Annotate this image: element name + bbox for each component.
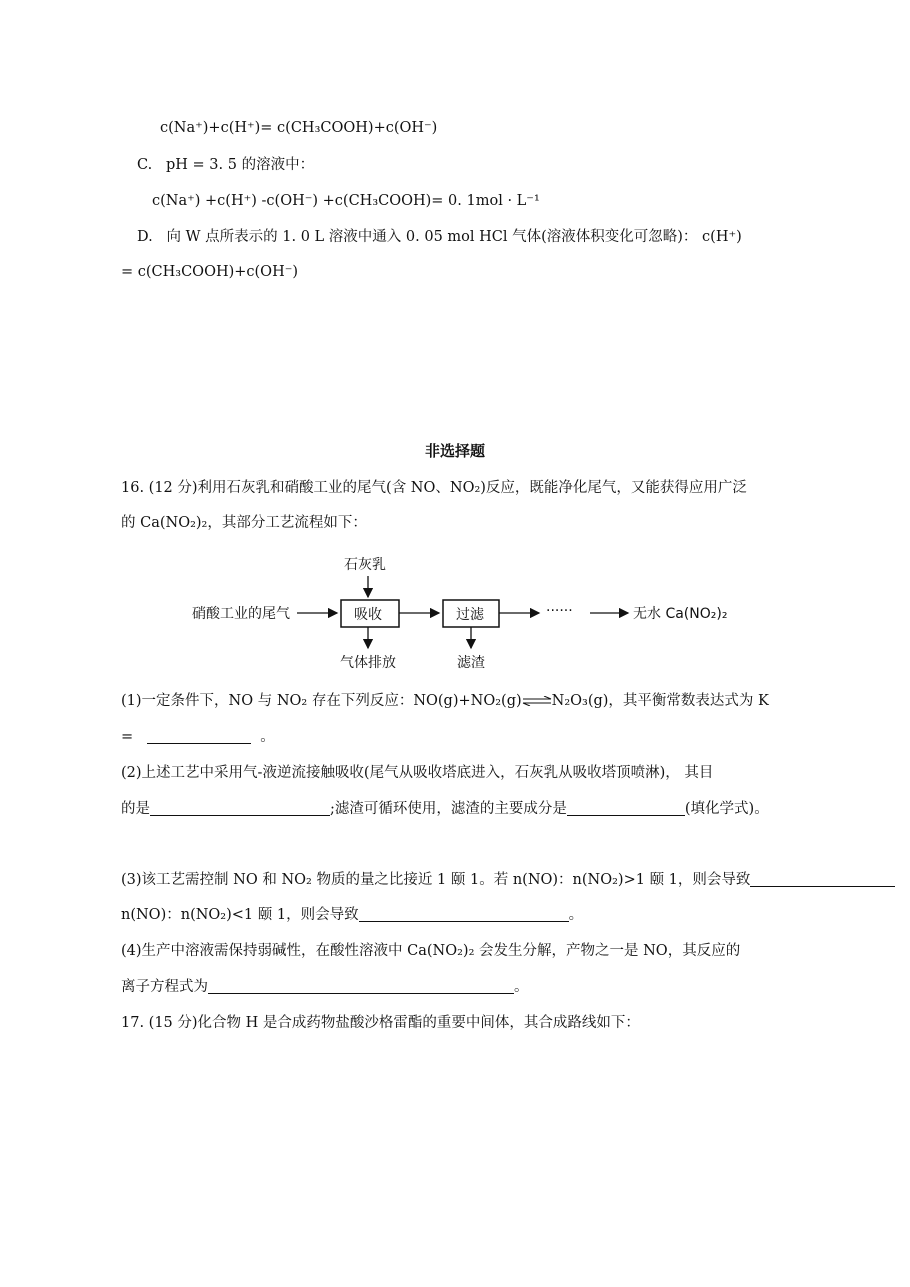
q16-part2-text-c: (填化学式)。 (684, 801, 769, 817)
q16-part2-line1: (2)上述工艺中采用气-液逆流接触吸收(尾气从吸收塔底进入，石灰乳从吸收塔顶喷淋)， 其目 (121, 765, 714, 781)
q16-part2-line2 (121, 799, 769, 819)
q16-part1-equals: = (121, 729, 134, 745)
flow-box-filter-label: 过滤 (456, 607, 484, 623)
option-c-stem (137, 155, 314, 175)
q16-part1-line2 (121, 727, 275, 747)
flow-output-gas-label: 气体排放 (340, 655, 396, 671)
answer-blank-residue[interactable] (567, 800, 685, 816)
q16-part4-text-a: 离子方程式为 (121, 979, 208, 995)
option-c-text: pH = 3. 5 的溶液中： (166, 157, 315, 173)
q16-part3-line2 (121, 905, 583, 925)
q16-part2-text-a: 的是 (121, 801, 150, 817)
answer-blank-ionic-equation[interactable] (208, 978, 514, 994)
q16-part2-text-b: ;滤渣可循环使用，滤渣的主要成分是 (330, 801, 567, 817)
equilibrium-arrow-icon (522, 696, 552, 706)
q16-part4-line2 (121, 977, 529, 997)
q16-part1-text-b: N₂O₃(g)，其平衡常数表达式为 K (551, 693, 769, 709)
option-d-tail: = c(CH₃COOH)+c(OH⁻) (121, 264, 299, 280)
q16-part1-text-a: (1)一定条件下，NO 与 NO₂ 存在下列反应：NO(g)+NO₂(g) (121, 693, 522, 709)
option-c-expression: c(Na⁺) +c(H⁺) -c(OH⁻) +c(CH₃COOH)= 0. 1mol · L⁻¹ (152, 193, 540, 209)
q16-part1-line1 (121, 691, 769, 711)
q16-stem-line2: 的 Ca(NO₂)₂，其部分工艺流程如下： (121, 515, 367, 531)
option-b-tail: c(Na⁺)+c(H⁺)= c(CH₃COOH)+c(OH⁻) (160, 120, 438, 136)
process-flow-diagram (180, 552, 760, 677)
answer-blank-ratio-low[interactable] (359, 906, 569, 922)
q16-part4-line1: (4)生产中溶液需保持弱碱性，在酸性溶液中 Ca(NO₂)₂ 会发生分解，产物之一是 NO，其反应的 (121, 943, 741, 959)
option-c-label: C. (137, 157, 153, 173)
option-d-text: 向 W 点所表示的 1. 0 L 溶液中通入 0. 05 mol HCl 气体(溶液体积变化可忽略)： c(H⁺) (166, 229, 742, 245)
q16-part3-line1 (121, 870, 895, 890)
flow-output-residue-label: 滤渣 (457, 655, 485, 671)
q16-part3-period: 。 (568, 907, 584, 923)
section-title: 非选择题 (424, 442, 485, 460)
q16-part4-period: 。 (514, 979, 529, 995)
answer-blank-ratio-high[interactable] (750, 871, 895, 887)
q17-stem: 17. (15 分)化合物 H 是合成药物盐酸沙格雷酯的重要中间体，其合成路线如下： (121, 1015, 640, 1031)
q16-part3-text-b: n(NO)：n(NO₂)<1 颐 1，则会导致 (121, 907, 359, 923)
option-d-stem (137, 227, 742, 247)
answer-blank-purpose[interactable] (150, 800, 330, 816)
q16-part1-period: 。 (260, 729, 275, 745)
option-d-label: D. (137, 229, 153, 245)
q16-part3-text-a: (3)该工艺需控制 NO 和 NO₂ 物质的量之比接近 1 颐 1。若 n(NO)：n(NO₂)>1 颐 1，则会导致 (121, 872, 751, 888)
flow-input-left-label: 硝酸工业的尾气 (192, 606, 290, 622)
flow-ellipsis: ······ (546, 603, 573, 619)
flow-input-top-label: 石灰乳 (344, 557, 386, 573)
answer-blank-k[interactable] (147, 728, 251, 744)
flow-box-absorb-label: 吸收 (354, 607, 382, 623)
flow-product-label: 无水 Ca(NO₂)₂ (633, 606, 728, 622)
q16-stem-line1: 16. (12 分)利用石灰乳和硝酸工业的尾气(含 NO、NO₂)反应，既能净化尾气，又能获得应用广泛 (121, 480, 747, 496)
